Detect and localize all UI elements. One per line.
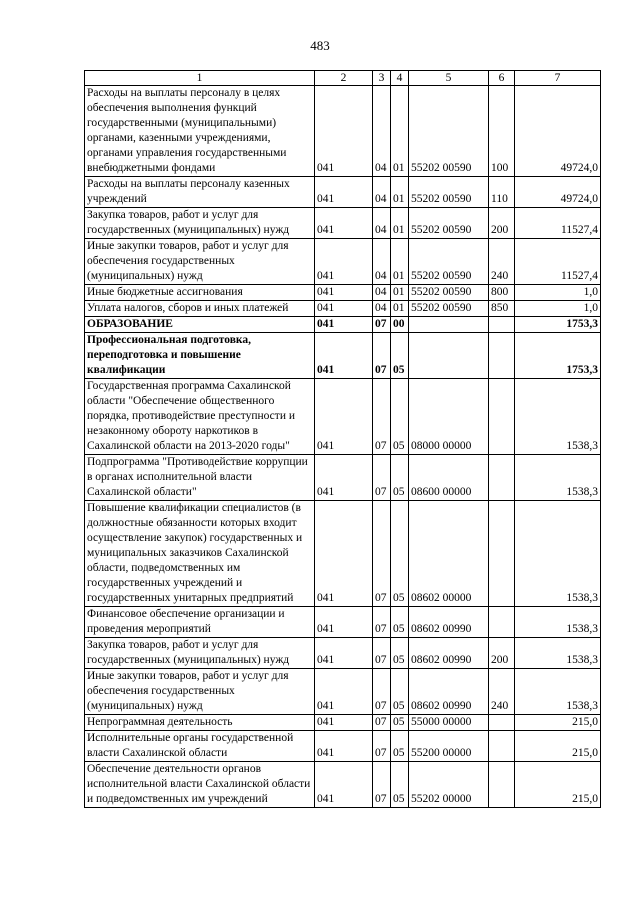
row-section: 04 [373,301,391,317]
row-target-article [409,333,489,379]
row-ved: 041 [315,455,373,501]
row-amount: 1,0 [515,285,601,301]
row-subsection: 05 [391,731,409,762]
row-subsection: 01 [391,208,409,239]
row-amount: 1538,3 [515,501,601,607]
table-row [85,379,601,455]
table-row [85,638,601,669]
row-section: 07 [373,455,391,501]
row-amount: 1753,3 [515,317,601,333]
table-row [85,455,601,501]
row-name: Исполнительные органы государственной власти Сахалинской области [85,731,315,762]
row-expense-type: 200 [489,638,515,669]
row-subsection: 05 [391,501,409,607]
row-target-article: 55202 00590 [409,86,489,177]
row-target-article: 08602 00990 [409,669,489,715]
row-name: ОБРАЗОВАНИЕ [85,317,315,333]
row-target-article: 08602 00990 [409,638,489,669]
row-amount: 49724,0 [515,86,601,177]
row-target-article: 55202 00590 [409,177,489,208]
row-name: Расходы на выплаты персоналу казенных учреждений [85,177,315,208]
row-section: 04 [373,285,391,301]
table-row [85,669,601,715]
row-target-article: 55202 00590 [409,301,489,317]
row-ved: 041 [315,285,373,301]
table-row [85,501,601,607]
row-subsection: 00 [391,317,409,333]
budget-table [84,70,601,808]
row-amount: 11527,4 [515,208,601,239]
row-expense-type [489,715,515,731]
row-section: 04 [373,208,391,239]
row-target-article: 08600 00000 [409,455,489,501]
row-section: 07 [373,715,391,731]
row-ved: 041 [315,333,373,379]
table-row [85,86,601,177]
page-number: 483 [310,38,330,53]
row-expense-type [489,607,515,638]
row-amount: 11527,4 [515,239,601,285]
row-target-article: 55200 00000 [409,731,489,762]
table-row [85,285,601,301]
row-subsection: 05 [391,455,409,501]
row-section: 07 [373,638,391,669]
row-name: Обеспечение деятельности органов исполнительной власти Сахалинской области и подведомственных им учреждений [85,762,315,808]
row-expense-type [489,762,515,808]
row-name: Финансовое обеспечение организации и проведения мероприятий [85,607,315,638]
row-expense-type: 100 [489,86,515,177]
row-subsection: 01 [391,301,409,317]
row-name: Иные бюджетные ассигнования [85,285,315,301]
row-expense-type: 240 [489,239,515,285]
row-subsection: 01 [391,86,409,177]
row-expense-type: 200 [489,208,515,239]
row-expense-type: 110 [489,177,515,208]
row-target-article: 08602 00000 [409,501,489,607]
row-section: 07 [373,317,391,333]
row-ved: 041 [315,607,373,638]
row-subsection: 05 [391,379,409,455]
row-expense-type [489,455,515,501]
row-section: 07 [373,333,391,379]
row-amount: 1538,3 [515,638,601,669]
row-name: Непрограммная деятельность [85,715,315,731]
row-target-article: 55000 00000 [409,715,489,731]
row-subsection: 01 [391,177,409,208]
row-ved: 041 [315,86,373,177]
row-section: 07 [373,501,391,607]
row-name: Закупка товаров, работ и услуг для государственных (муниципальных) нужд [85,638,315,669]
row-subsection: 05 [391,669,409,715]
table-row [85,239,601,285]
row-target-article: 08000 00000 [409,379,489,455]
row-target-article: 55202 00000 [409,762,489,808]
column-header: 1 [85,71,315,86]
table-row [85,731,601,762]
column-header: 3 [373,71,391,86]
column-header: 6 [489,71,515,86]
row-name: Уплата налогов, сборов и иных платежей [85,301,315,317]
row-expense-type: 800 [489,285,515,301]
row-section: 04 [373,177,391,208]
column-header: 2 [315,71,373,86]
row-target-article: 08602 00990 [409,607,489,638]
row-name: Иные закупки товаров, работ и услуг для обеспечения государственных (муниципальных) нужд [85,239,315,285]
column-header: 7 [515,71,601,86]
row-ved: 041 [315,731,373,762]
row-amount: 1538,3 [515,607,601,638]
row-amount: 1,0 [515,301,601,317]
row-section: 07 [373,607,391,638]
row-amount: 49724,0 [515,177,601,208]
row-expense-type [489,501,515,607]
row-section: 07 [373,762,391,808]
row-ved: 041 [315,301,373,317]
row-ved: 041 [315,379,373,455]
row-expense-type [489,317,515,333]
row-amount: 1753,3 [515,333,601,379]
table-row [85,317,601,333]
table-row [85,762,601,808]
row-name: Закупка товаров, работ и услуг для государственных (муниципальных) нужд [85,208,315,239]
table-row [85,301,601,317]
table-row [85,333,601,379]
row-subsection: 05 [391,715,409,731]
row-subsection: 01 [391,285,409,301]
column-header: 5 [409,71,489,86]
row-expense-type: 240 [489,669,515,715]
row-section: 04 [373,86,391,177]
row-amount: 1538,3 [515,669,601,715]
row-ved: 041 [315,669,373,715]
row-subsection: 05 [391,607,409,638]
row-ved: 041 [315,177,373,208]
table-row [85,208,601,239]
row-subsection: 05 [391,638,409,669]
row-expense-type: 850 [489,301,515,317]
row-name: Расходы на выплаты персоналу в целях обеспечения выполнения функций государственными (муниципальными) органами, казенными учреждениями, органами управления государственными внебюджетными фондами [85,86,315,177]
row-name: Повышение квалификации специалистов (в должностные обязанности которых входит осуществление закупок) государственных и муниципальных заказчиков Сахалинской области, подведомственных им государственных учреждений и государственных унитарных предприятий [85,501,315,607]
row-subsection: 05 [391,762,409,808]
row-section: 07 [373,669,391,715]
table-row [85,607,601,638]
table-row [85,177,601,208]
row-amount: 1538,3 [515,455,601,501]
row-ved: 041 [315,762,373,808]
row-subsection: 01 [391,239,409,285]
row-amount: 1538,3 [515,379,601,455]
row-section: 04 [373,239,391,285]
row-section: 07 [373,731,391,762]
row-name: Государственная программа Сахалинской области "Обеспечение общественного порядка, противодействие преступности и незаконному обороту наркотиков в Сахалинской области на 2013-2020 годы" [85,379,315,455]
row-ved: 041 [315,317,373,333]
row-subsection: 05 [391,333,409,379]
row-target-article: 55202 00590 [409,239,489,285]
row-amount: 215,0 [515,731,601,762]
row-expense-type [489,379,515,455]
row-name: Профессиональная подготовка, переподготовка и повышение квалификации [85,333,315,379]
row-expense-type [489,333,515,379]
row-name: Иные закупки товаров, работ и услуг для обеспечения государственных (муниципальных) нужд [85,669,315,715]
row-expense-type [489,731,515,762]
row-name: Подпрограмма "Противодействие коррупции в органах исполнительной власти Сахалинской области" [85,455,315,501]
row-amount: 215,0 [515,715,601,731]
row-section: 07 [373,379,391,455]
table-row [85,715,601,731]
row-amount: 215,0 [515,762,601,808]
row-ved: 041 [315,638,373,669]
row-ved: 041 [315,715,373,731]
row-ved: 041 [315,501,373,607]
row-target-article [409,317,489,333]
row-ved: 041 [315,208,373,239]
table-header-row [85,71,601,86]
column-header: 4 [391,71,409,86]
row-ved: 041 [315,239,373,285]
row-target-article: 55202 00590 [409,208,489,239]
row-target-article: 55202 00590 [409,285,489,301]
